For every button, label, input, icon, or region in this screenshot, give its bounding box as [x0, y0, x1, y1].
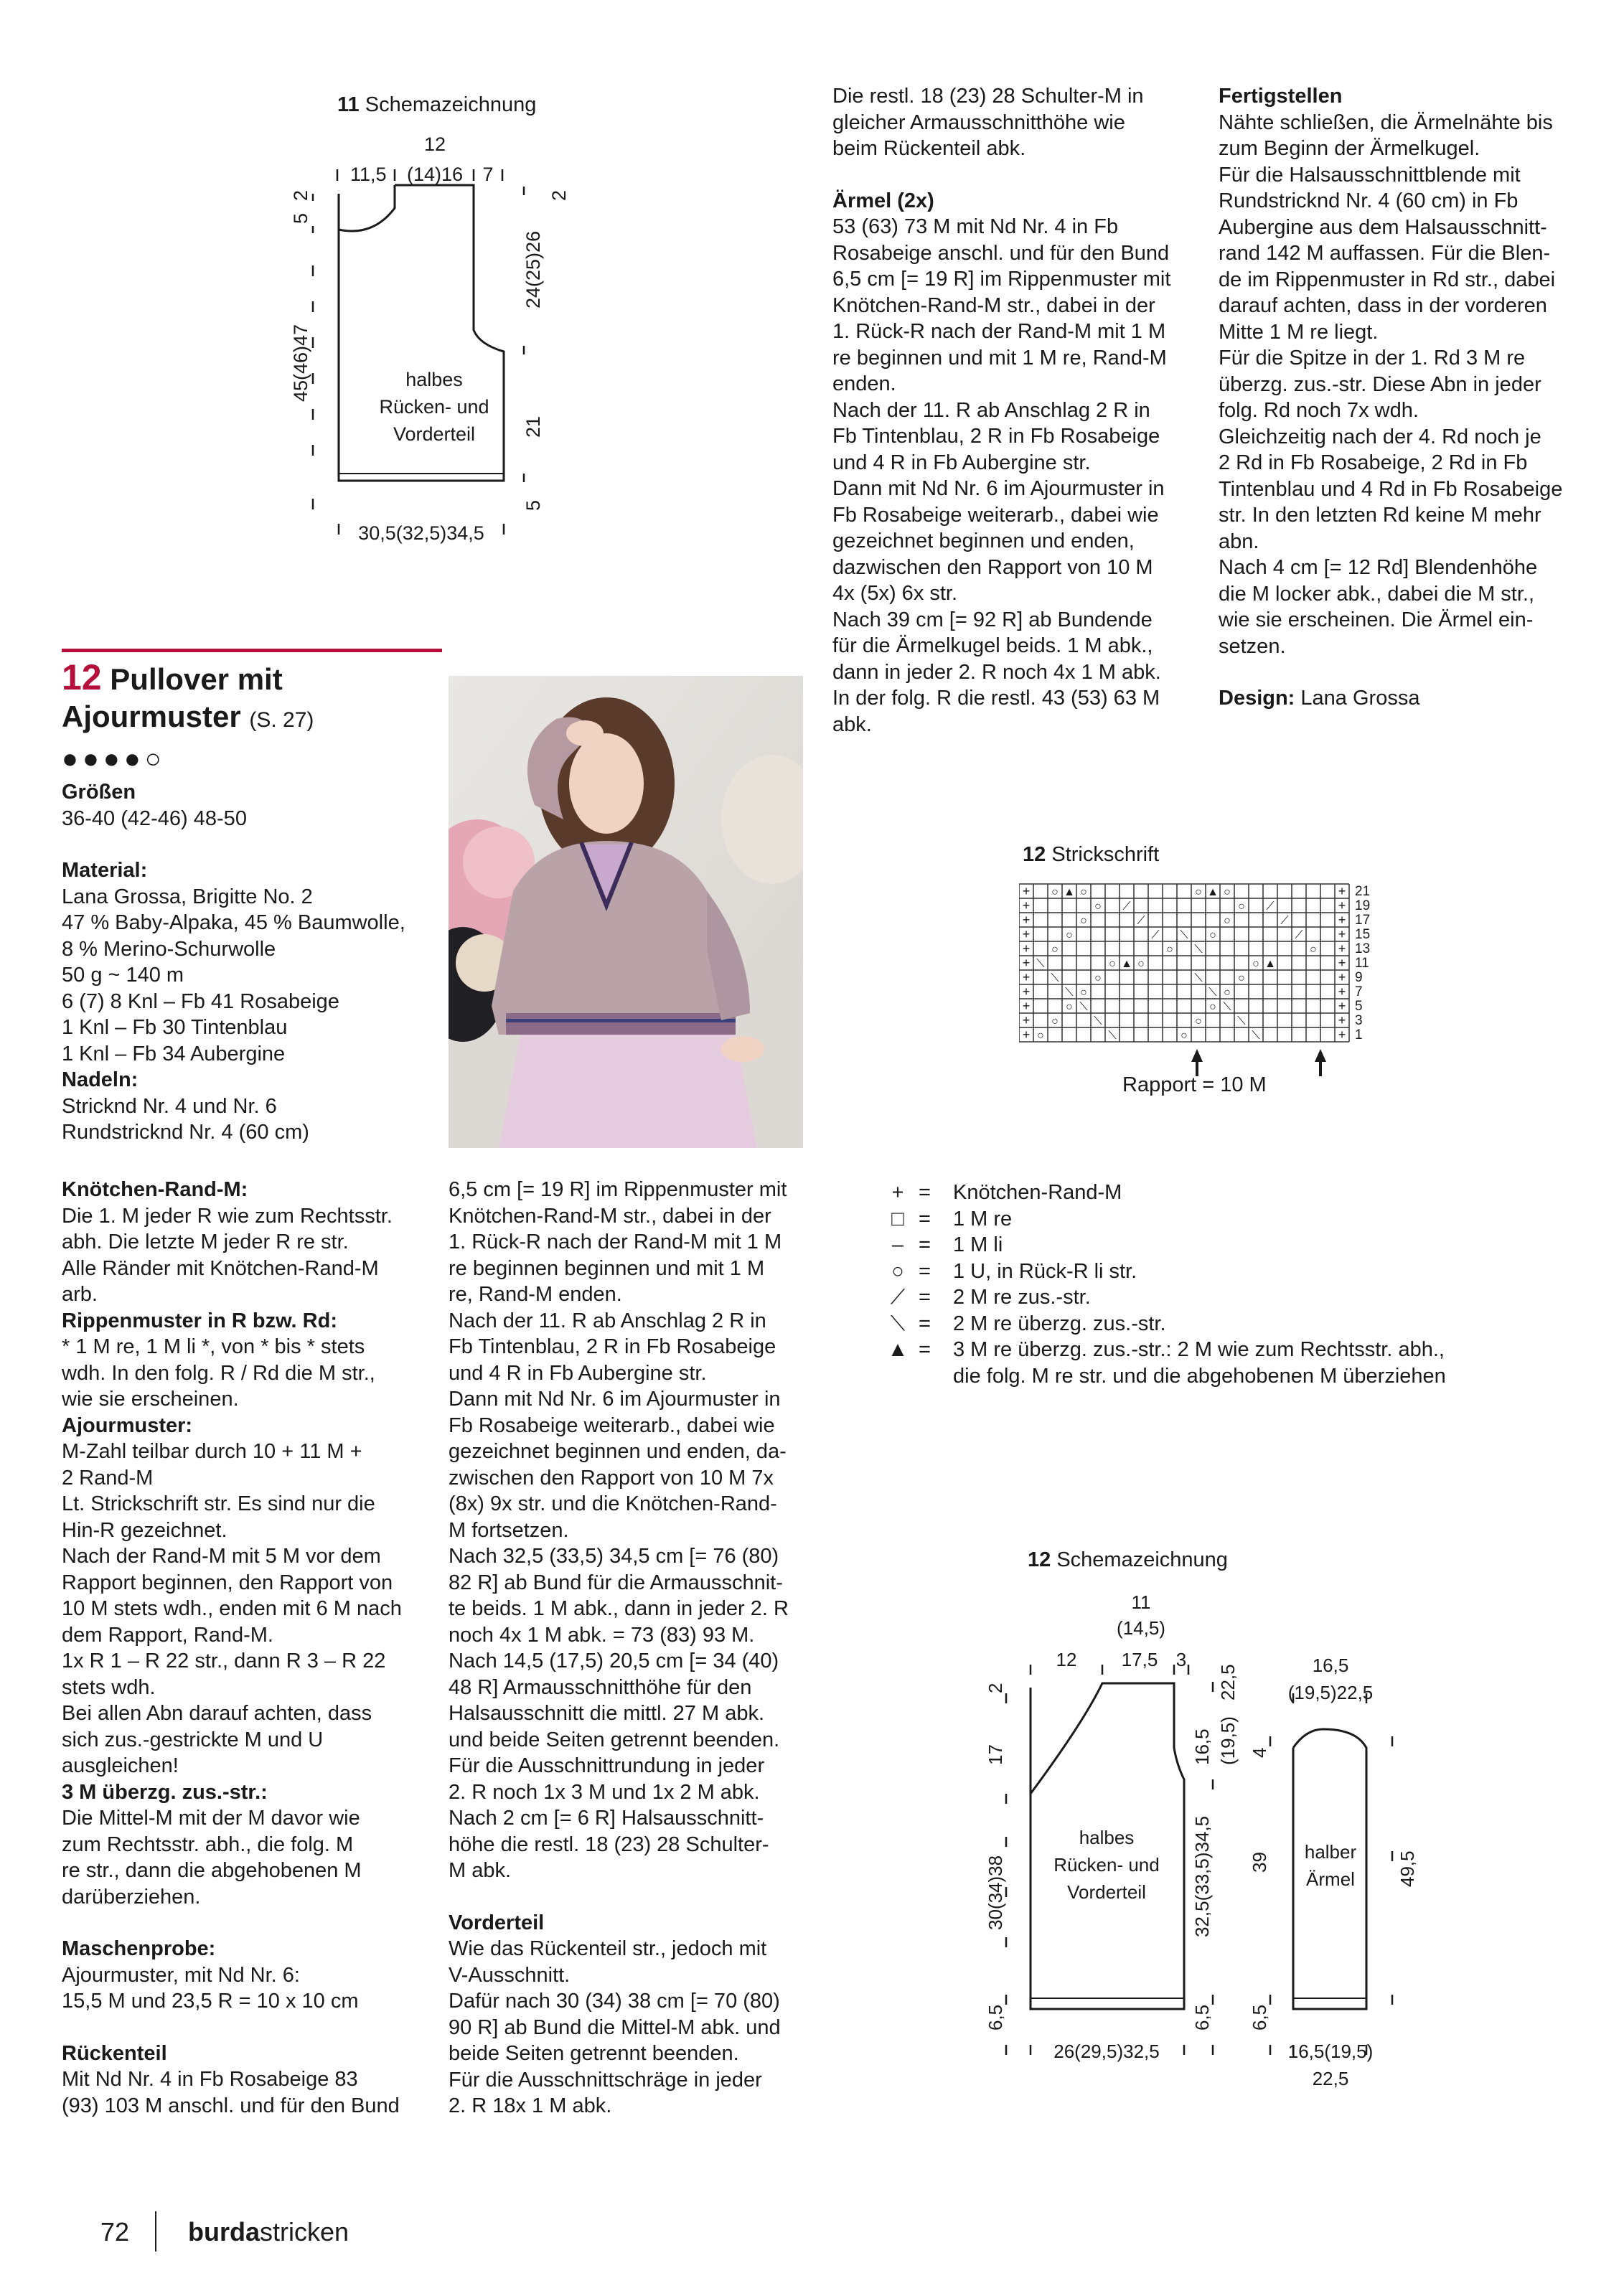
left-info: Größen 36-40 (42-46) 48-50 Material: Lana Grossa, Brigitte No. 2 47 % Baby-Alpaka, 45 % Baumwolle, 8 % Merino-Schurwolle 50 g ~ 140 m 6 (7) 8 Knl – Fb 41 Rosabeige 1 Knl – Fb 30 Tintenblau 1 Knl – Fb 34 Aubergine Nadeln: Stricknd Nr. 4 und Nr. 6 Rundstricknd Nr. 4 (60 cm) [62, 781, 405, 1144]
column-4: Fertigstellen Nähte schließen, die Ärmelnähte bis zum Beginn der Ärmelkugel. Für die Halsausschnittblende mit Rundstricknd Nr. 4 (60 cm) in Fb Aubergine aus dem Halsausschnitt- rand 142 M auffassen. Für die Blen- de im Rippenmuster in Rd str., dabei darauf achten, dass in der vorderen Mitte 1 M re liegt. Für die Spitze in der 1. Rd 3 M re überzg. zus.-str. Diese Abn in jeder folg. Rd noch 7x wdh. Gleichzeitig nach der 4. Rd noch je 2 Rd in Fb Rosabeige, 2 Rd in Fb Tintenblau und 4 Rd in Fb Rosabeige str. In den letzten Rd keine M mehr abn. Nach 4 cm [= 12 Rd] Blendenhöhe die M locker abk., dabei die M str., wie sie erscheinen. Die Ärmel ein- setzen. Design: Lana Grossa [1219, 85, 1563, 710]
schema12-caption: 12 Schemazeichnung [1028, 1548, 1228, 1571]
schema12-left-6-5: 6,5 [985, 2004, 1006, 2031]
schema12-sl-left-6-5: 6,5 [1249, 2004, 1270, 2031]
schema11-top-11-5: 11,5 [350, 164, 387, 185]
chart-edge-stitch: + [1022, 984, 1031, 999]
rapport-arrow-left [1191, 1049, 1203, 1076]
footer-divider [155, 2211, 156, 2252]
schema12-sl-top-2: (19,5)22,5 [1287, 1682, 1374, 1703]
chart-stitch-symbol: ⟍ [1194, 972, 1203, 984]
chart-edge-stitch: + [1338, 941, 1346, 956]
chart-edge-stitch: + [1338, 970, 1346, 984]
legend-row: ▲ = 3 M re überzg. zus.-str.: 2 M wie zum Rechtsstr. abh., [887, 1338, 1445, 1361]
chart-edge-stitch: + [1022, 999, 1031, 1013]
chart-stitch-symbol: ⟍ [1051, 972, 1059, 984]
chart-stitch-symbol: ○ [1051, 1015, 1059, 1027]
chart-stitch-symbol: ○ [1181, 1030, 1188, 1042]
chart-row-label: 15 [1355, 927, 1371, 942]
chart-stitch-symbol: ○ [1037, 1030, 1044, 1042]
legend-row: + = Knötchen-Rand-M [891, 1181, 1122, 1204]
chart-row-label: 3 [1355, 1013, 1363, 1028]
legend-row: ⟍ = 2 M re überzg. zus.-str. [890, 1312, 1166, 1335]
chart-stitch-symbol: ○ [1224, 886, 1231, 898]
chart-stitch-symbol: ○ [1310, 944, 1317, 956]
schema12-right-16-5: 16,5 [1191, 1728, 1213, 1765]
schema11-label-3: Vorderteil [393, 423, 476, 445]
chart-stitch-symbol: ⟍ [1252, 1030, 1260, 1042]
chart-stitch-symbol: ⟍ [1094, 1015, 1102, 1027]
chart-row-label: 19 [1355, 898, 1371, 913]
knitting-chart [1019, 877, 1421, 1106]
schema12-body-3: Vorderteil [1067, 1881, 1146, 1903]
schema12-bottom-body: 26(29,5)32,5 [1053, 2041, 1160, 2062]
chart-stitch-symbol: ○ [1224, 987, 1231, 999]
chart-stitch-symbol: ⟍ [1194, 944, 1203, 956]
chart-stitch-symbol: ⟍ [1180, 929, 1188, 941]
schema11-right-21: 21 [522, 415, 544, 438]
chart-row-label: 9 [1355, 970, 1363, 985]
chart-edge-stitch: + [1338, 913, 1346, 927]
chart-stitch-symbol: ▲ [1064, 886, 1075, 898]
chart-edge-stitch: + [1338, 1027, 1346, 1042]
schema11-left-45: 45(46)47 [290, 324, 311, 402]
chart-stitch-symbol: ○ [1209, 1001, 1216, 1013]
rapport-label: Rapport = 10 M [1122, 1073, 1267, 1096]
chart-edge-stitch: + [1022, 941, 1031, 956]
chart-stitch-symbol: ○ [1137, 958, 1145, 970]
design-value: Lana Grossa [1300, 687, 1420, 710]
schema12-right-32: 32,5(33,5)34,5 [1191, 1815, 1213, 1937]
chart-stitch-symbol: ○ [1094, 972, 1102, 984]
chart-edge-stitch: + [1338, 956, 1346, 970]
page-number: 72 [100, 2217, 130, 2246]
difficulty-rating: ●●●●○ [62, 744, 166, 774]
chart-stitch-symbol: ○ [1238, 972, 1245, 984]
schema11-left-2: 2 [290, 189, 311, 201]
legend-row: □ = 1 M re [891, 1207, 1013, 1231]
schema11-left-5: 5 [290, 212, 311, 224]
schema12-right-22-5: 22,5 [1217, 1664, 1239, 1700]
chart-stitch-symbol: ⟋ [1137, 915, 1145, 927]
chart-stitch-symbol: ⟋ [1266, 900, 1275, 913]
column-1: Knötchen-Rand-M: Die 1. M jeder R wie zum Rechtsstr. abh. Die letzte M jeder R re str. Alle Ränder mit Knötchen-Rand-M arb. Rippenmuster in R bzw. Rd: * 1 M re, 1 M li *, von * bis * stets wdh. In den folg. R / Rd die M str., wie sie erscheinen. Ajourmuster: M-Zahl teilbar durch 10 + 11 M + 2 Rand-M Lt. Strickschrift str. Es sind nur die Hin-R gezeichnet. Nach der Rand-M mit 5 M vor dem Rapport beginnen, den Rapport von 10 M stets wdh., enden mit 6 M nach dem Rapport, Rand-M. 1x R 1 – R 22 str., dann R 3 – R 22 stets wdh. Bei allen Abn darauf achten, dass sich zus.-gestrickte M und U ausgleichen! 3 M überzg. zus.-str.: Die Mittel-M mit der M davor wie zum Rechtsstr. abh., die folg. M re str., dann die abgehobenen M darüberziehen. Maschenprobe: Ajourmuster, mit Nd Nr. 6: 15,5 M und 23,5 R = 10 x 10 cm Rückenteil Mit Nd Nr. 4 in Fb Rosabeige 83 (93) 103 M anschl. und für den Bund [62, 1178, 402, 2117]
chart-edge-stitch: + [1338, 884, 1346, 898]
chart-stitch-symbol: ⟋ [1280, 915, 1289, 927]
chart-edge-stitch: + [1338, 1013, 1346, 1027]
chart-edge-stitch: + [1022, 956, 1031, 970]
chart-row-label: 5 [1355, 999, 1363, 1014]
chart-row-label: 1 [1355, 1027, 1363, 1043]
page-ref: (S. 27) [249, 708, 314, 732]
chart-stitch-symbol: ○ [1224, 915, 1231, 927]
schema12-sl-top-1: 16,5 [1312, 1655, 1349, 1676]
chart-stitch-symbol: ○ [1094, 900, 1102, 913]
schema11-label-2: Rücken- und [379, 396, 489, 418]
chart-stitch-symbol: ⟍ [1223, 1001, 1231, 1013]
chart-stitch-symbol: ⟍ [1237, 1015, 1246, 1027]
chart-stitch-symbol: ○ [1195, 886, 1202, 898]
schema11-caption: 11 Schemazeichnung [337, 93, 537, 116]
chart-edge-stitch: + [1338, 984, 1346, 999]
chart-stitch-symbol: ○ [1080, 915, 1087, 927]
schema11-top-12: 12 [423, 133, 446, 155]
schema12-sl-left-4: 4 [1249, 1747, 1270, 1758]
schema12-top-12: 12 [1056, 1649, 1077, 1670]
chart-stitch-symbol: ▲ [1207, 886, 1219, 898]
chart-row-label: 17 [1355, 913, 1371, 928]
chart-stitch-symbol: ○ [1209, 929, 1216, 941]
chart-stitch-symbol: ⟍ [1079, 1001, 1088, 1013]
chart-row-label: 21 [1355, 884, 1371, 899]
chart12-caption: 12 Strickschrift [1023, 843, 1160, 866]
column-3: Die restl. 18 (23) 28 Schulter-M in gleicher Armausschnitthöhe wie beim Rückenteil abk. Ärmel (2x) 53 (63) 73 M mit Nd Nr. 4 in Fb Rosabeige anschl. und für den Bund 6,5 cm [= 19 R] im Rippenmuster mit Knötchen-Rand-M str., dabei in der 1. Rück-R nach der Rand-M mit 1 M re beginnen und mit 1 M re, Rand-M enden. Nach der 11. R ab Anschlag 2 R in Fb Tintenblau, 2 R in Fb Rosabeige und 4 R in Fb Aubergine str. Dann mit Nd Nr. 6 im Ajourmuster in Fb Rosabeige weiterarb., dabei wie gezeichnet beginnen und enden, dazwischen den Rapport von 10 M 4x (5x) 6x str. Nach 39 cm [= 92 R] ab Bundende für die Ärmelkugel beids. 1 M abk., dann in jeder 2. R noch 4x 1 M abk. In der folg. R die restl. 43 (53) 63 M abk. [832, 85, 1171, 736]
chart-row-label: 11 [1355, 956, 1369, 971]
legend-row: ○ = 1 U, in Rück-R li str. [891, 1259, 1137, 1283]
model-photo [449, 676, 803, 1148]
schema12-diagram [983, 1586, 1442, 2117]
schema11-label-1: halbes [405, 369, 463, 390]
design-label: Design: [1219, 687, 1295, 710]
chart-row-label: 7 [1355, 984, 1363, 999]
chart-row-label: 13 [1355, 941, 1371, 956]
chart-stitch-symbol: ○ [1195, 1015, 1202, 1027]
schema11-right-24: 24(25)26 [522, 230, 544, 309]
schema11-top-7: 7 [482, 164, 494, 185]
chart-stitch-symbol: ▲ [1121, 958, 1132, 970]
schema12-left-17: 17 [985, 1744, 1006, 1765]
chart-stitch-symbol: ○ [1252, 958, 1259, 970]
schema12-sl-bottom-2: 22,5 [1312, 2068, 1349, 2089]
schema12-sl-bottom-1: 16,5(19,5) [1287, 2041, 1374, 2062]
rapport-arrow-right [1315, 1049, 1326, 1076]
legend-row: – = 1 M li [891, 1233, 1003, 1256]
schema12-top-3: 3 [1175, 1649, 1187, 1670]
schema12-right-6-5: 6,5 [1191, 2004, 1213, 2031]
column-2: 6,5 cm [= 19 R] im Rippenmuster mit Knötchen-Rand-M str., dabei in der 1. Rück-R nach der Rand-M mit 1 M re beginnen beginnen und mit 1 M re, Rand-M enden. Nach der 11. R ab Anschlag 2 R in Fb Tintenblau, 2 R in Fb Rosabeige und 4 R in Fb Aubergine str. Dann mit Nd Nr. 6 im Ajourmuster in Fb Rosabeige weiterarb., dabei wie gezeichnet beginnen und enden, da- zwischen den Rapport von 10 M 7x (8x) 9x str. und die Knötchen-Rand- M fortsetzen. Nach 32,5 (33,5) 34,5 cm [= 76 (80) 82 R] ab Bund für die Armausschnit- te beids. 1 M abk., dann in jeder 2. R noch 4x 1 M abk. = 73 (83) 93 M. Nach 14,5 (17,5) 20,5 cm [= 34 (40) 48 R] Armausschnitthöhe für den Halsausschnitt die mittl. 27 M abk. und beide Seiten getrennt beenden. Für die Ausschnittrundung in jeder 2. R noch 1x 3 M und 1x 2 M abk. Nach 2 cm [= 6 R] Halsausschnitt- höhe die restl. 18 (23) 28 Schulter- M abk. Vorderteil Wie das Rückenteil str., jedoch mit V-Ausschnitt. Dafür nach 30 (34) 38 cm [= 70 (80) 90 R] ab Bund die Mittel-M abk. und beide Seiten getrennt beenden. Für die Ausschnittschräge in jeder 2. R 18x 1 M abk. [449, 1178, 789, 2117]
chart-stitch-symbol: ○ [1166, 944, 1173, 956]
chart-stitch-symbol: ⟍ [1108, 1030, 1117, 1042]
schema11-bottom: 30,5(32,5)34,5 [358, 522, 484, 544]
schema12-sl-1: halber [1304, 1841, 1357, 1863]
schema12-top-14-5: (14,5) [1117, 1617, 1165, 1639]
chart-stitch-symbol: ▲ [1264, 958, 1276, 970]
chart-stitch-symbol: ⟍ [1065, 987, 1074, 999]
chart-stitch-symbol: ○ [1080, 886, 1087, 898]
brand-logo: burdastricken [188, 2217, 349, 2246]
pattern-title: 12 Pullover mit Ajourmuster (S. 27) [62, 657, 314, 733]
chart-edge-stitch: + [1022, 1027, 1031, 1042]
chart-stitch-symbol: ⟋ [1295, 929, 1303, 941]
schema12-right-19-5: (19,5) [1217, 1716, 1239, 1765]
chart-edge-stitch: + [1338, 999, 1346, 1013]
schema12-sl-left-39: 39 [1249, 1852, 1270, 1873]
schema12-left-2: 2 [985, 1683, 1006, 1693]
chart-edge-stitch: + [1022, 927, 1031, 941]
chart-edge-stitch: + [1022, 913, 1031, 927]
chart-stitch-symbol: ○ [1109, 958, 1116, 970]
schema12-body-2: Rücken- und [1053, 1854, 1160, 1876]
chart-edge-stitch: + [1022, 884, 1031, 898]
schema12-body-1: halbes [1079, 1827, 1135, 1848]
schema12-left-30: 30(34)38 [985, 1855, 1006, 1930]
legend-row: ⟋ = 2 M re zus.-str. [890, 1286, 1091, 1309]
schema12-top-11: 11 [1131, 1591, 1151, 1613]
schema12-top-17-5: 17,5 [1121, 1649, 1158, 1670]
chart-stitch-symbol: ⟍ [1208, 987, 1217, 999]
chart-edge-stitch: + [1338, 898, 1346, 913]
chart-stitch-symbol: ○ [1051, 944, 1059, 956]
chart-stitch-symbol: ⟋ [1122, 900, 1131, 913]
pattern-number: 12 [62, 657, 102, 697]
schema11-diagram [287, 129, 588, 545]
chart-edge-stitch: + [1022, 970, 1031, 984]
chart-edge-stitch: + [1022, 898, 1031, 913]
symbol-legend [877, 1181, 1446, 1391]
legend-row: die folg. M re str. und die abgehobenen M überziehen [953, 1364, 1446, 1388]
schema11-right-5: 5 [522, 499, 544, 511]
schema12-sl-2: Ärmel [1306, 1868, 1355, 1890]
chart-stitch-symbol: ○ [1066, 1001, 1073, 1013]
chart-stitch-symbol: ○ [1080, 987, 1087, 999]
title-rule [62, 649, 442, 652]
chart-stitch-symbol: ○ [1066, 929, 1073, 941]
schema11-right-2: 2 [548, 189, 570, 201]
schema12-sl-right: 49,5 [1397, 1850, 1418, 1887]
chart-stitch-symbol: ○ [1051, 886, 1059, 898]
chart-stitch-symbol: ⟍ [1036, 958, 1045, 970]
schema11-top-14-16: (14)16 [406, 164, 464, 185]
chart-edge-stitch: + [1022, 1013, 1031, 1027]
chart-stitch-symbol: ○ [1238, 900, 1245, 913]
chart-stitch-symbol: ⟋ [1151, 929, 1160, 941]
chart-edge-stitch: + [1338, 927, 1346, 941]
